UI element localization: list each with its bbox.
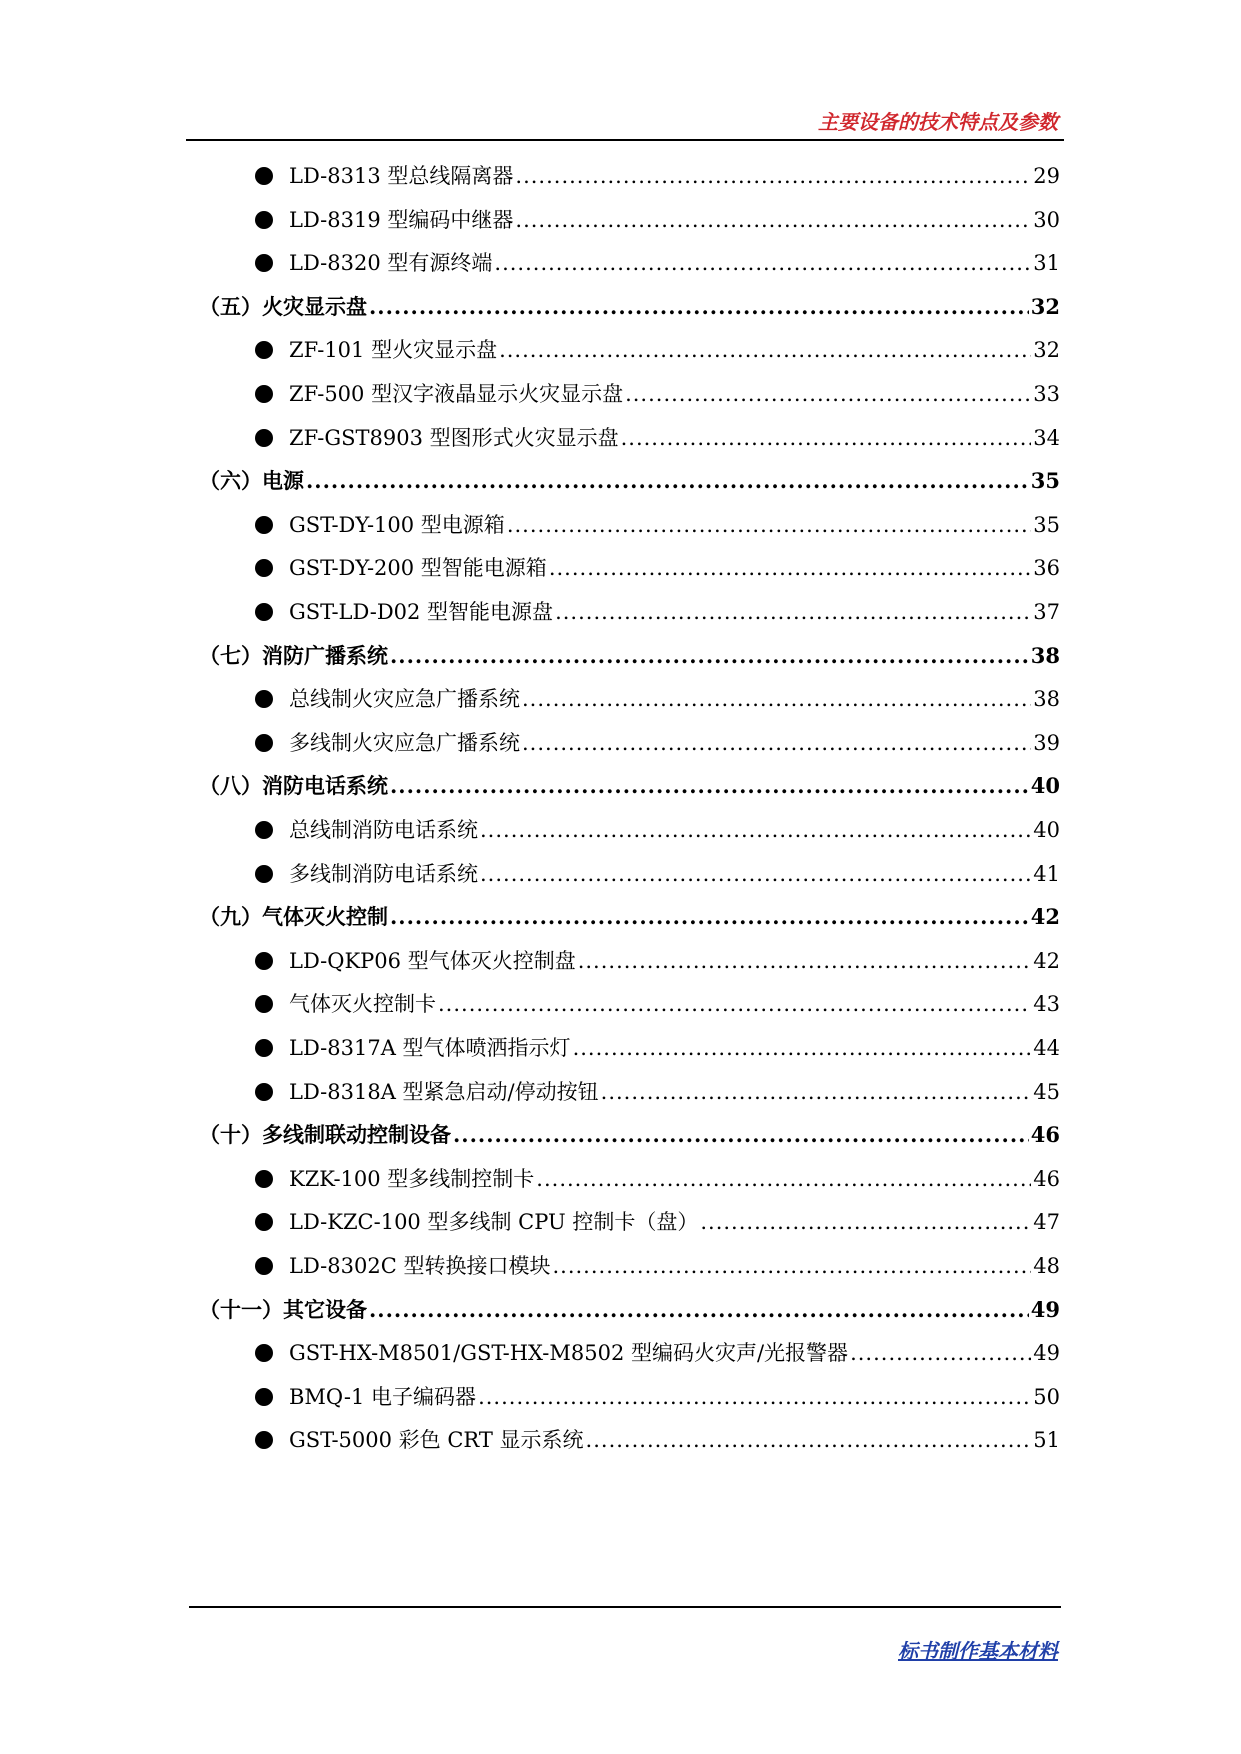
toc-entry-title: ZF-101 型火灾显示盘	[289, 338, 498, 362]
toc-entry-title: （七）消防广播系统	[199, 643, 388, 668]
toc-item-row[interactable]	[255, 553, 1060, 583]
toc-item-row[interactable]	[255, 1338, 1060, 1368]
toc-item-row[interactable]	[255, 815, 1060, 845]
toc-entry-title: 多线制火灾应急广播系统	[289, 731, 520, 755]
toc-page-number: 33	[1033, 382, 1060, 406]
dot-leader	[850, 1338, 1031, 1368]
toc-page-number: 38	[1033, 687, 1060, 711]
dot-leader	[390, 641, 1029, 671]
bullet-icon	[255, 1039, 273, 1057]
toc-entry-title: KZK-100 型多线制控制卡	[289, 1167, 535, 1191]
bullet-icon	[255, 603, 273, 621]
dot-leader	[625, 379, 1031, 409]
header-rule	[186, 139, 1064, 141]
toc-page-number: 38	[1030, 643, 1060, 668]
bullet-icon	[255, 1388, 273, 1406]
toc-page-number: 48	[1033, 1254, 1060, 1278]
toc-item-row[interactable]	[255, 1207, 1060, 1237]
bullet-icon	[255, 1344, 273, 1362]
toc-item-row[interactable]	[255, 1077, 1060, 1107]
toc-section-row[interactable]	[199, 771, 1060, 801]
dot-leader	[390, 902, 1029, 932]
bullet-icon	[255, 429, 273, 447]
toc-entry-title: LD-8320 型有源终端	[289, 251, 493, 275]
page-header-title: 主要设备的技术特点及参数	[818, 110, 1058, 134]
toc-entry-title: 多线制消防电话系统	[289, 862, 478, 886]
dot-leader	[515, 205, 1031, 235]
toc-page-number: 41	[1033, 862, 1060, 886]
toc-section-row[interactable]	[199, 1295, 1060, 1325]
dot-leader	[700, 1207, 1031, 1237]
toc-page-number: 44	[1033, 1036, 1060, 1060]
toc-section-row[interactable]	[199, 641, 1060, 671]
dot-leader	[480, 859, 1031, 889]
toc-entry-title: （八）消防电话系统	[199, 773, 388, 798]
toc-entry-title: LD-8313 型总线隔离器	[289, 164, 514, 188]
toc-entry-title: GST-DY-100 型电源箱	[289, 513, 505, 537]
dot-leader	[494, 248, 1031, 278]
dot-leader	[438, 989, 1031, 1019]
dot-leader	[480, 815, 1031, 845]
toc-page-number: 49	[1030, 1297, 1060, 1322]
toc-page-number: 46	[1033, 1167, 1060, 1191]
dot-leader	[369, 1295, 1029, 1325]
toc-page-number: 32	[1030, 294, 1060, 319]
toc-entry-title: 气体灭火控制卡	[289, 992, 436, 1016]
toc-page-number: 51	[1033, 1428, 1060, 1452]
toc-entry-title: 总线制火灾应急广播系统	[289, 687, 520, 711]
dot-leader	[369, 292, 1029, 322]
toc-entry-title: （九）气体灭火控制	[199, 904, 388, 929]
toc-item-row[interactable]	[255, 989, 1060, 1019]
bullet-icon	[255, 254, 273, 272]
dot-leader	[586, 1425, 1032, 1455]
dot-leader	[549, 553, 1031, 583]
bullet-icon	[255, 1083, 273, 1101]
bullet-icon	[255, 821, 273, 839]
toc-entry-title: （十）多线制联动控制设备	[199, 1122, 451, 1147]
dot-leader	[601, 1077, 1032, 1107]
toc-page-number: 31	[1033, 251, 1060, 275]
toc-page-number: 32	[1033, 338, 1060, 362]
toc-page-number: 46	[1030, 1122, 1060, 1147]
toc-page-number: 36	[1033, 556, 1060, 580]
toc-item-row[interactable]	[255, 859, 1060, 889]
bullet-icon	[255, 865, 273, 883]
toc-section-row[interactable]	[199, 292, 1060, 322]
toc-entry-title: ZF-500 型汉字液晶显示火灾显示盘	[289, 382, 624, 406]
dot-leader	[522, 684, 1031, 714]
bullet-icon	[255, 341, 273, 359]
toc-page-number: 35	[1030, 468, 1060, 493]
toc-item-row[interactable]	[255, 946, 1060, 976]
toc-page-number: 39	[1033, 731, 1060, 755]
toc-page-number: 43	[1033, 992, 1060, 1016]
toc-item-row[interactable]	[255, 597, 1060, 627]
dot-leader	[536, 1164, 1031, 1194]
toc-entry-title: GST-LD-D02 型智能电源盘	[289, 600, 554, 624]
dot-leader	[478, 1382, 1031, 1412]
toc-entry-title: GST-5000 彩色 CRT 显示系统	[289, 1428, 584, 1452]
toc-entry-title: BMQ-1 电子编码器	[289, 1385, 477, 1409]
toc-page-number: 47	[1033, 1210, 1060, 1234]
dot-leader	[522, 728, 1031, 758]
toc-page-number: 29	[1033, 164, 1060, 188]
toc-item-row[interactable]	[255, 379, 1060, 409]
footer-link[interactable]: 标书制作基本材料	[898, 1639, 1058, 1663]
toc-entry-title: 总线制消防电话系统	[289, 818, 478, 842]
dot-leader	[390, 771, 1029, 801]
toc-entry-title: GST-HX-M8501/GST-HX-M8502 型编码火灾声/光报警器	[289, 1341, 849, 1365]
toc-section-row[interactable]	[199, 466, 1060, 496]
toc-section-row[interactable]	[199, 1120, 1060, 1150]
dot-leader	[578, 946, 1032, 976]
bullet-icon	[255, 995, 273, 1013]
toc-item-row[interactable]	[255, 1382, 1060, 1412]
toc-item-row[interactable]	[255, 161, 1060, 191]
toc-section-row[interactable]	[199, 902, 1060, 932]
dot-leader	[555, 597, 1031, 627]
toc-entry-title: （六）电源	[199, 468, 304, 493]
toc-entry-title: ZF-GST8903 型图形式火灾显示盘	[289, 426, 619, 450]
toc-item-row[interactable]	[255, 1164, 1060, 1194]
bullet-icon	[255, 1431, 273, 1449]
dot-leader	[515, 161, 1031, 191]
toc-page-number: 34	[1033, 426, 1060, 450]
toc-item-row[interactable]	[255, 423, 1060, 453]
toc-item-row[interactable]	[255, 205, 1060, 235]
bullet-icon	[255, 516, 273, 534]
toc-item-row[interactable]	[255, 248, 1060, 278]
dot-leader	[306, 466, 1029, 496]
bullet-icon	[255, 1213, 273, 1231]
bullet-icon	[255, 690, 273, 708]
toc-item-row[interactable]	[255, 335, 1060, 365]
bullet-icon	[255, 952, 273, 970]
bullet-icon	[255, 559, 273, 577]
toc-entry-title: LD-8317A 型气体喷洒指示灯	[289, 1036, 571, 1060]
bullet-icon	[255, 211, 273, 229]
toc-item-row[interactable]	[255, 510, 1060, 540]
toc-entry-title: （十一）其它设备	[199, 1297, 367, 1322]
toc-entry-title: LD-KZC-100 型多线制 CPU 控制卡（盘）	[289, 1210, 699, 1234]
toc-item-row[interactable]	[255, 684, 1060, 714]
bullet-icon	[255, 734, 273, 752]
toc-entry-title: LD-8302C 型转换接口模块	[289, 1254, 551, 1278]
toc-entry-title: LD-QKP06 型气体灭火控制盘	[289, 949, 576, 973]
toc-page-number: 40	[1030, 773, 1060, 798]
dot-leader	[499, 335, 1031, 365]
toc-page-number: 42	[1030, 904, 1060, 929]
toc-page-number: 50	[1033, 1385, 1060, 1409]
bullet-icon	[255, 167, 273, 185]
dot-leader	[573, 1033, 1032, 1063]
toc-page-number: 49	[1033, 1341, 1060, 1365]
toc-page-number: 45	[1033, 1080, 1060, 1104]
toc-entry-title: （五）火灾显示盘	[199, 294, 367, 319]
toc-page-number: 42	[1033, 949, 1060, 973]
toc-page-number: 35	[1033, 513, 1060, 537]
toc-entry-title: GST-DY-200 型智能电源箱	[289, 556, 547, 580]
toc-page-number: 37	[1033, 600, 1060, 624]
toc-entry-title: LD-8319 型编码中继器	[289, 208, 514, 232]
toc-item-row[interactable]	[255, 1033, 1060, 1063]
bullet-icon	[255, 385, 273, 403]
bullet-icon	[255, 1257, 273, 1275]
toc-item-row[interactable]	[255, 1425, 1060, 1455]
toc-page-number: 30	[1033, 208, 1060, 232]
toc-page-number: 40	[1033, 818, 1060, 842]
dot-leader	[621, 423, 1032, 453]
dot-leader	[507, 510, 1031, 540]
dot-leader	[453, 1120, 1029, 1150]
toc-item-row[interactable]	[255, 728, 1060, 758]
bullet-icon	[255, 1170, 273, 1188]
footer-rule	[189, 1606, 1061, 1608]
toc-entry-title: LD-8318A 型紧急启动/停动按钮	[289, 1080, 599, 1104]
toc-item-row[interactable]	[255, 1251, 1060, 1281]
dot-leader	[552, 1251, 1031, 1281]
